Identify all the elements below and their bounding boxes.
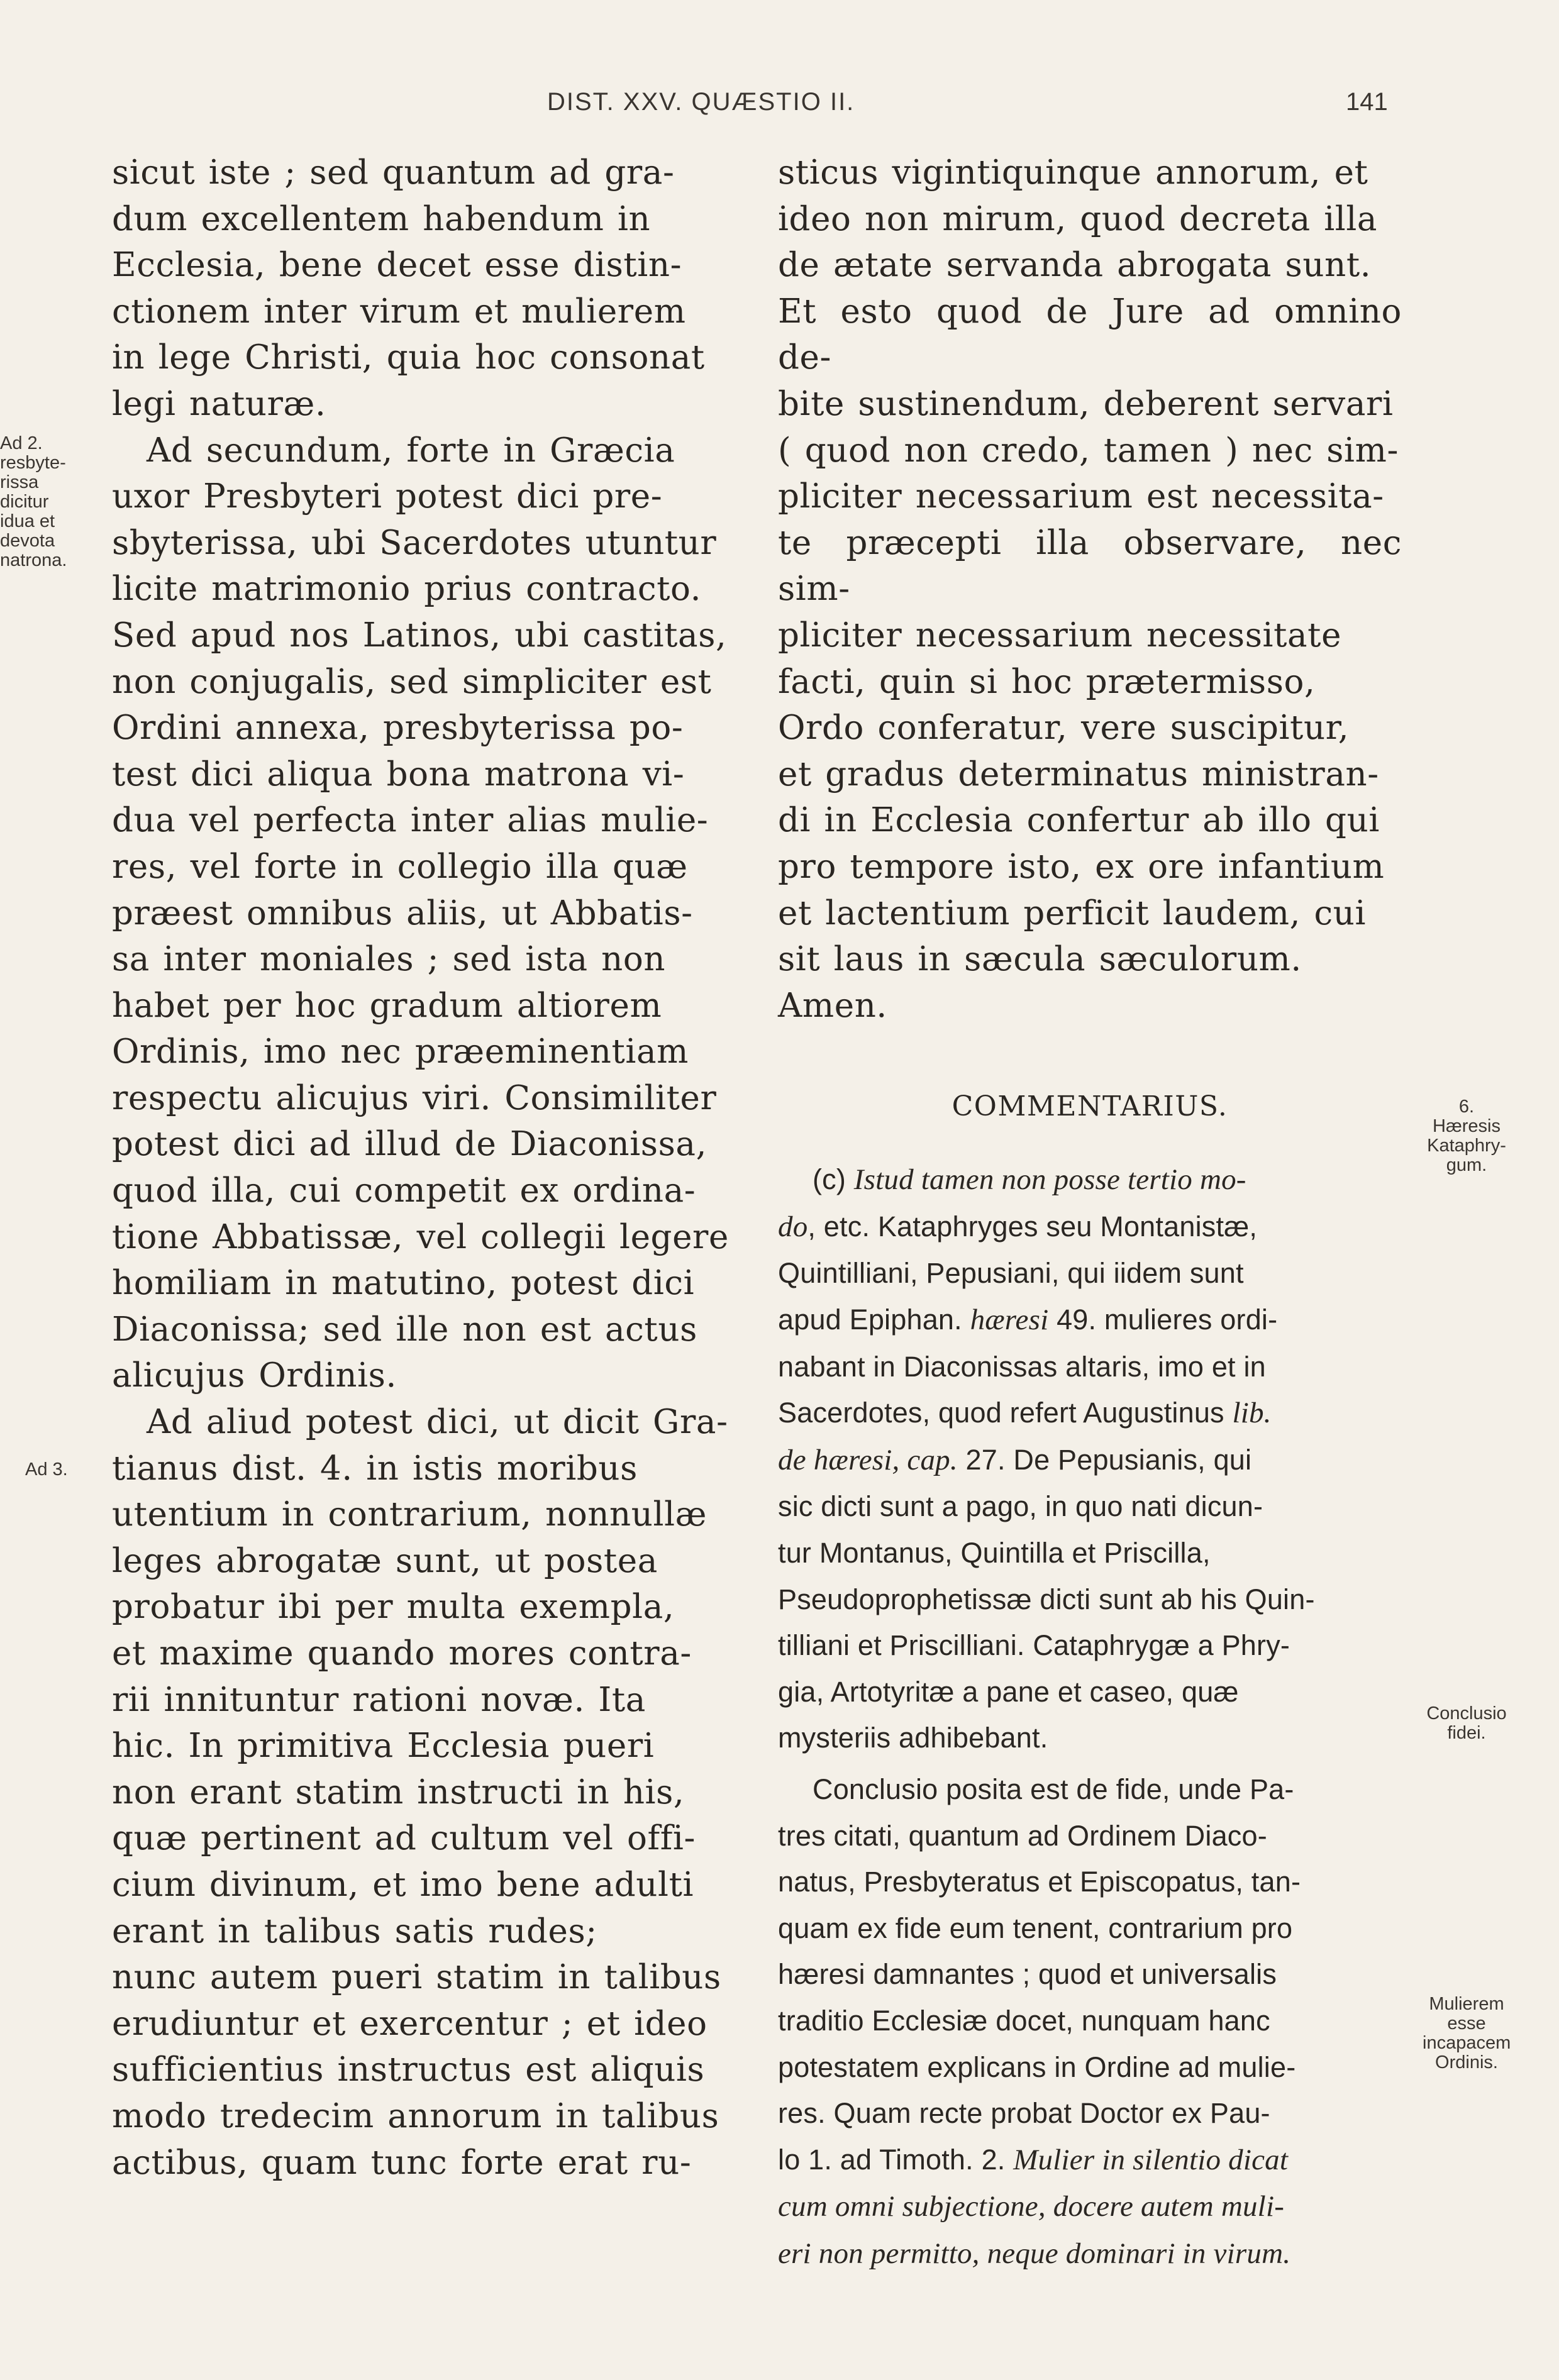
margin-note-conclusio: Conclusio fidei.: [1426, 1703, 1507, 1743]
left-column: [112, 150, 735, 2186]
page-number: 141: [1346, 88, 1388, 116]
page-header: [0, 88, 1559, 126]
commentary-paragraph-1: [778, 1156, 1402, 1761]
paragraph-left-3: Ad aliud potest dici, ut dicit Gra- tianus dist. 4. in istis moribus utentium in contrarium, nonnullæ leges abrogatæ sunt, ut postea probatur ibi per multa exempla, et maxime quando mores contra- rii innituntur rationi novæ. Ita hic. In primitiva Ecclesia pueri non erant statim instructi in his, quæ pertinent ad cultum vel offi- cium divinum, et imo bene adulti erant in talibus satis rudes; nunc autem pueri statim in talibus erudiuntur et exercentur ; et ideo sufficientius instructus est aliquis modo tredecim annorum in talibus actibus, quam tunc forte erat ru-: [112, 1403, 728, 2182]
commentary-2-text: Conclusio posita est de fide, unde Pa- tres citati, quantum ad Ordinem Diaco- natus, Presbyteratus et Episcopatus, tan- quam ex fide eum tenent, contrarium pro hæresi damnantes ; quod et universalis traditio Ecclesiæ docet, nunquam hanc potestatem explicans in Ordine ad mulie- res. Quam recte probat Doctor ex Pau- lo 1. ad Timoth. 2.: [778, 1773, 1301, 2176]
margin-note-ad-2: Ad 2. resbyte- rissa dicitur idua et devota natrona.: [0, 433, 67, 570]
commentary-2-italic: Mulier in silentio dicat cum omni subjectione, docere autem muli- eri non permitto, neque dominari in virum.: [778, 2143, 1291, 2270]
right-column: [778, 150, 1402, 2278]
commentary-paragraph-2: [778, 1766, 1402, 2278]
margin-note-haeresis: 6. Hæresis Kataphry- gum.: [1427, 1097, 1506, 1175]
commentary-1-text: , etc. Kataphryges seu Montanistæ, Quintilliani, Pepusiani, qui iidem sunt apud Epiphan.: [778, 1210, 1258, 1336]
commentary-1-italic: Istud tamen non posse tertio mo- do: [778, 1163, 1246, 1243]
commentary-1-lead: (c): [813, 1163, 854, 1196]
commentary-heading: COMMENTARIUS.: [951, 1090, 1228, 1123]
commentary-1-text-2: 49. mulieres ordi- nabant in Diaconissas altaris, imo et in Sacerdotes, quod refert Augustinus: [778, 1303, 1278, 1429]
paragraph-right-1: sticus vigintiquinque annorum, et ideo non mirum, quod decreta illa de ætate servanda abrogata sunt. Et esto quod de Jure ad omnino de- bite sustinendum, deberent servari ( quod non credo, tamen ) nec sim- pliciter necessarium est necessita- te præcepti illa observare, nec sim- pliciter necessarium necessitate facti, quin si hoc prætermisso, Ordo conferatur, vere suscipitur, et gradus determinatus ministran- di in Ecclesia confertur ab illo qui pro tempore isto, ex ore infantium et lactentium perficit laudem, cui sit laus in sæcula sæculorum. Amen.: [778, 153, 1402, 1025]
commentary-1-text-3: 27. De Pepusianis, qui sic dicti sunt a pago, in quo nati dicun- tur Montanus, Quintilla et Priscilla, Pseudoprophetissæ dicti sunt ab his Quin- tilliani et Priscilliani. Cataphrygæ a Phry- gia, Artotyritæ a pane et caseo, quæ mysteriis adhibebant.: [778, 1443, 1315, 1754]
margin-note-ad-3: Ad 3.: [25, 1459, 68, 1480]
paragraph-left-1: sicut iste ; sed quantum ad gra- dum excellentem habendum in Ecclesia, bene decet esse distin- ctionem inter virum et mulierem in lege Christi, quia hoc consonat legi naturæ.: [112, 153, 705, 423]
paragraph-left-2: Ad secundum, forte in Græcia uxor Presbyteri potest dici pre- sbyterissa, ubi Sacerdotes utuntur licite matrimonio prius contracto. Sed apud nos Latinos, ubi castitas, non conjugalis, sed simpliciter est Ordini annexa, presbyterissa po- test dici aliqua bona matrona vi- dua vel perfecta inter alias mulie- res, vel forte in collegio illa quæ præest omnibus aliis, ut Abbatis- sa inter moniales ; sed ista non habet per hoc gradum altiorem Ordinis, imo nec præeminentiam respectu alicujus viri. Consimiliter potest dici ad illud de Diaconissa, quod illa, cui competit ex ordina- tione Abbatissæ, vel collegii legere homiliam in matutino, potest dici Diaconissa; sed ille non est actus alicujus Ordinis.: [112, 431, 729, 1395]
commentary-1-italic-3: lib. de hæresi, cap.: [778, 1397, 1272, 1476]
commentary-1-italic-2: hæresi: [970, 1303, 1049, 1337]
margin-note-mulierem: Mulierem esse incapacem Ordinis.: [1423, 1994, 1511, 2073]
running-head: DIST. XXV. QUÆSTIO II.: [547, 88, 855, 116]
